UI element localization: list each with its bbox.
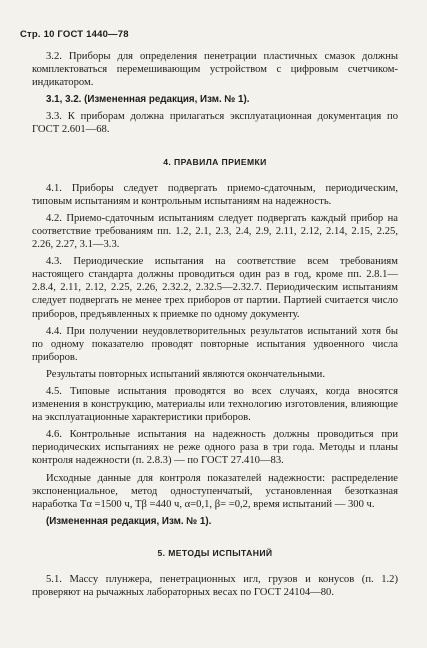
paragraph-3-3: 3.3. К приборам должна прилагаться эксплуатационная документация по ГОСТ 2.601—68. — [32, 111, 398, 136]
paragraph-4-1: 4.1. Приборы следует подвергать приемо-сдаточным, периодическим, типовым испытаниям и контрольным испытаниям на надежность. — [32, 182, 398, 207]
section-heading-test-methods: 5. МЕТОДЫ ИСПЫТАНИЙ — [157, 547, 273, 558]
paragraph-4-6: 4.6. Контрольные испытания на надежность должны проводиться при периодических испытаниях не реже одного раза в три года. Методы и планы контроля надежности (п. 2.8.3) — по ГОСТ 27.410—83. — [32, 429, 398, 467]
paragraph-reliability-data: Исходные данные для контроля показателей надежности: распределение экспоненциальное, метод одноступенчатый, установленная безотказная наработка Tα =1500 ч, Tβ =440 ч, α=0,1, β= =0,2, время испытаний — 300 ч. — [32, 472, 398, 510]
paragraph-4-4: 4.4. При получении неудовлетворительных результатов испытаний хотя бы по одному показателю проводят повторные испытания удвоенного числа приборов. — [32, 325, 398, 363]
paragraph-5-1: 5.1. Массу плунжера, пенетрационных игл, грузов и конусов (п. 1.2) проверяют на рычажных лабораторных весах по ГОСТ 24104—80. — [32, 574, 398, 599]
amendment-note-2: (Измененная редакция, Изм. № 1). — [46, 515, 212, 527]
paragraph-4-5: 4.5. Типовые испытания проводятся во всех случаях, когда вносятся изменения в конструкцию, материалы или технологию изготовления, влияющие на эксплуатационные характеристики приборов. — [32, 385, 398, 424]
paragraph-4-2: 4.2. Приемо-сдаточным испытаниям следует подвергать каждый прибор на соответствие требованиям пп. 1.2, 2.1, 2.3, 2.4, 2.9, 2.11, 2.12, 2.14, 2.15, 2.25, 2.26, 2.27, 3.1—3.3. — [32, 212, 398, 251]
amendment-note: 3.1, 3.2. (Измененная редакция, Изм. № 1). — [46, 94, 250, 106]
section-heading-acceptance: 4. ПРАВИЛА ПРИЕМКИ — [163, 156, 267, 167]
page-header: Стр. 10 ГОСТ 1440—78 — [20, 29, 129, 40]
paragraph-4-3: 4.3. Периодические испытания на соответствие всем требованиям настоящего стандарта должны проводиться один раз в год, кроме пп. 2.8.1—2.8.4, 2.11, 2.12, 2.25, 2.26, 2.32.2, 2.32.5—2.32.7. Периодическим испытаниям следует подвергать не менее трех приборов от партии. Партией считается число приборов, предъявленных к приемке по одному документу. — [32, 256, 398, 320]
paragraph-3-2: 3.2. Приборы для определения пенетрации пластичных смазок должны комплектоваться перемешивающим устройством с цифровым счетчиком-индикатором. — [32, 51, 398, 89]
document-body — [32, 50, 398, 599]
paragraph-repeat-results: Результаты повторных испытаний являются окончательными. — [46, 368, 326, 380]
